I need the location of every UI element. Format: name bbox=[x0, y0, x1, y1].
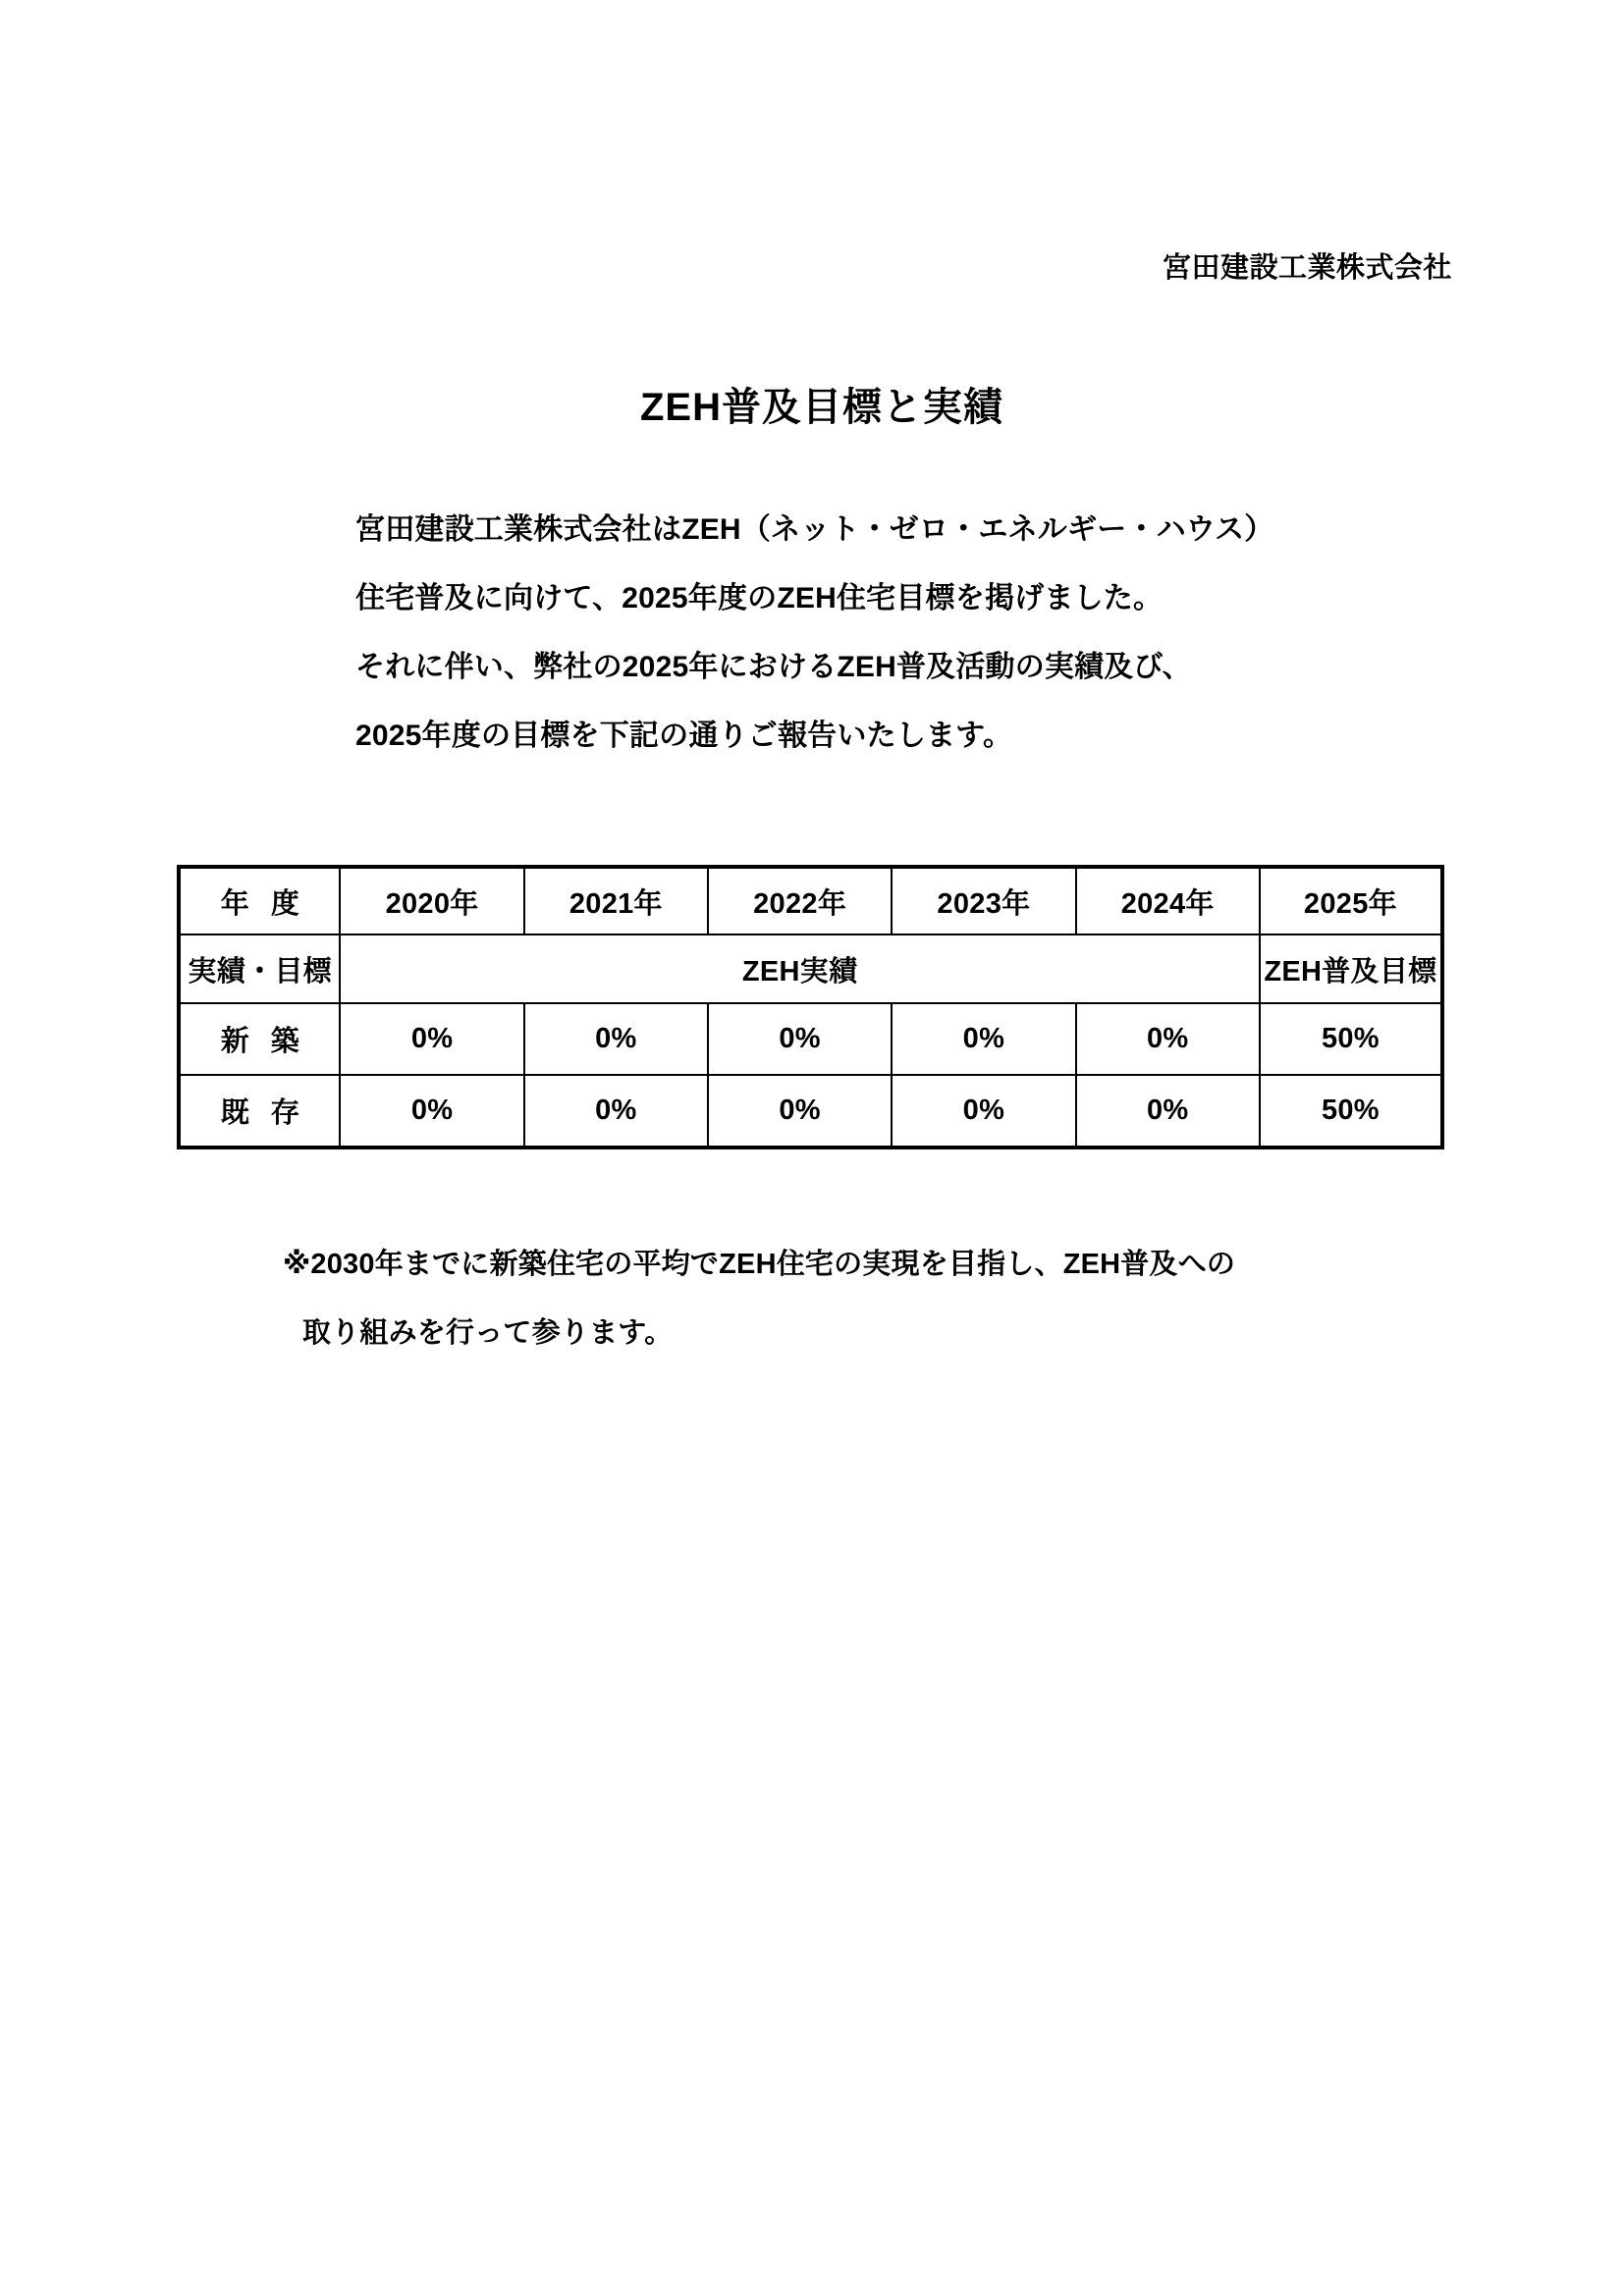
year-label-text: 年度 bbox=[220, 887, 321, 920]
table-cell-year-2020: 2020年 bbox=[340, 867, 523, 934]
table-cell-existing-2020: 0% bbox=[340, 1075, 523, 1148]
intro-line-1: 宮田建設工業株式会社はZEH（ネット・ゼロ・エネルギー・ハウス） bbox=[355, 513, 1274, 546]
table-cell-existing-2024: 0% bbox=[1076, 1075, 1260, 1148]
table-cell-year-2023: 2023年 bbox=[892, 867, 1075, 934]
intro-line-3: それに伴い、弊社の2025年におけるZEH普及活動の実績及び、 bbox=[355, 651, 1192, 683]
page-title bbox=[0, 376, 1624, 432]
table-cell-new-2020: 0% bbox=[340, 1003, 523, 1075]
table-cell-year-2021: 2021年 bbox=[524, 867, 708, 934]
footnote-line-1: ※2030年までに新築住宅の平均でZEH住宅の実現を目指し、ZEH普及への bbox=[283, 1249, 1236, 1280]
table-cell-new-2022: 0% bbox=[708, 1003, 892, 1075]
table-cell-year-2025: 2025年 bbox=[1260, 867, 1442, 934]
company-name-header: 宮田建設工業株式会社 bbox=[1162, 252, 1452, 284]
intro-paragraph bbox=[355, 496, 1455, 771]
table-cell-category-label: 実績・目標 bbox=[179, 934, 340, 1003]
table-row-category bbox=[179, 934, 1442, 1003]
zeh-results-table-wrapper bbox=[177, 865, 1444, 1149]
new-label-text: 新築 bbox=[220, 1026, 321, 1057]
table-cell-new-2021: 0% bbox=[524, 1003, 708, 1075]
page-title-text: ZEH普及目標と実績 bbox=[640, 386, 1003, 429]
intro-line-2: 住宅普及に向けて、2025年度のZEH住宅目標を掲げました。 bbox=[355, 582, 1164, 614]
table-cell-year-2024: 2024年 bbox=[1076, 867, 1260, 934]
table-cell-goal-group: ZEH普及目標 bbox=[1260, 934, 1442, 1003]
table-cell-performance-group: ZEH実績 bbox=[340, 934, 1259, 1003]
table-row-year bbox=[179, 867, 1442, 934]
table-cell-new-label bbox=[179, 1003, 340, 1075]
table-row-existing bbox=[179, 1075, 1442, 1148]
table-cell-existing-2025: 50% bbox=[1260, 1075, 1442, 1148]
table-cell-existing-label bbox=[179, 1075, 340, 1148]
footnote-block bbox=[283, 1230, 1461, 1367]
table-row-new-construction bbox=[179, 1003, 1442, 1075]
table-cell-year-2022: 2022年 bbox=[708, 867, 892, 934]
table-cell-new-2024: 0% bbox=[1076, 1003, 1260, 1075]
table-cell-new-2023: 0% bbox=[892, 1003, 1075, 1075]
table-cell-new-2025: 50% bbox=[1260, 1003, 1442, 1075]
table-cell-year-label bbox=[179, 867, 340, 934]
footnote-line-2: 取り組みを行って参ります。 bbox=[302, 1317, 674, 1349]
zeh-results-table bbox=[177, 865, 1444, 1149]
table-cell-existing-2023: 0% bbox=[892, 1075, 1075, 1148]
intro-line-4: 2025年度の目標を下記の通りご報告いたします。 bbox=[355, 720, 1013, 752]
table-cell-existing-2021: 0% bbox=[524, 1075, 708, 1148]
existing-label-text: 既存 bbox=[220, 1097, 321, 1129]
table-cell-existing-2022: 0% bbox=[708, 1075, 892, 1148]
